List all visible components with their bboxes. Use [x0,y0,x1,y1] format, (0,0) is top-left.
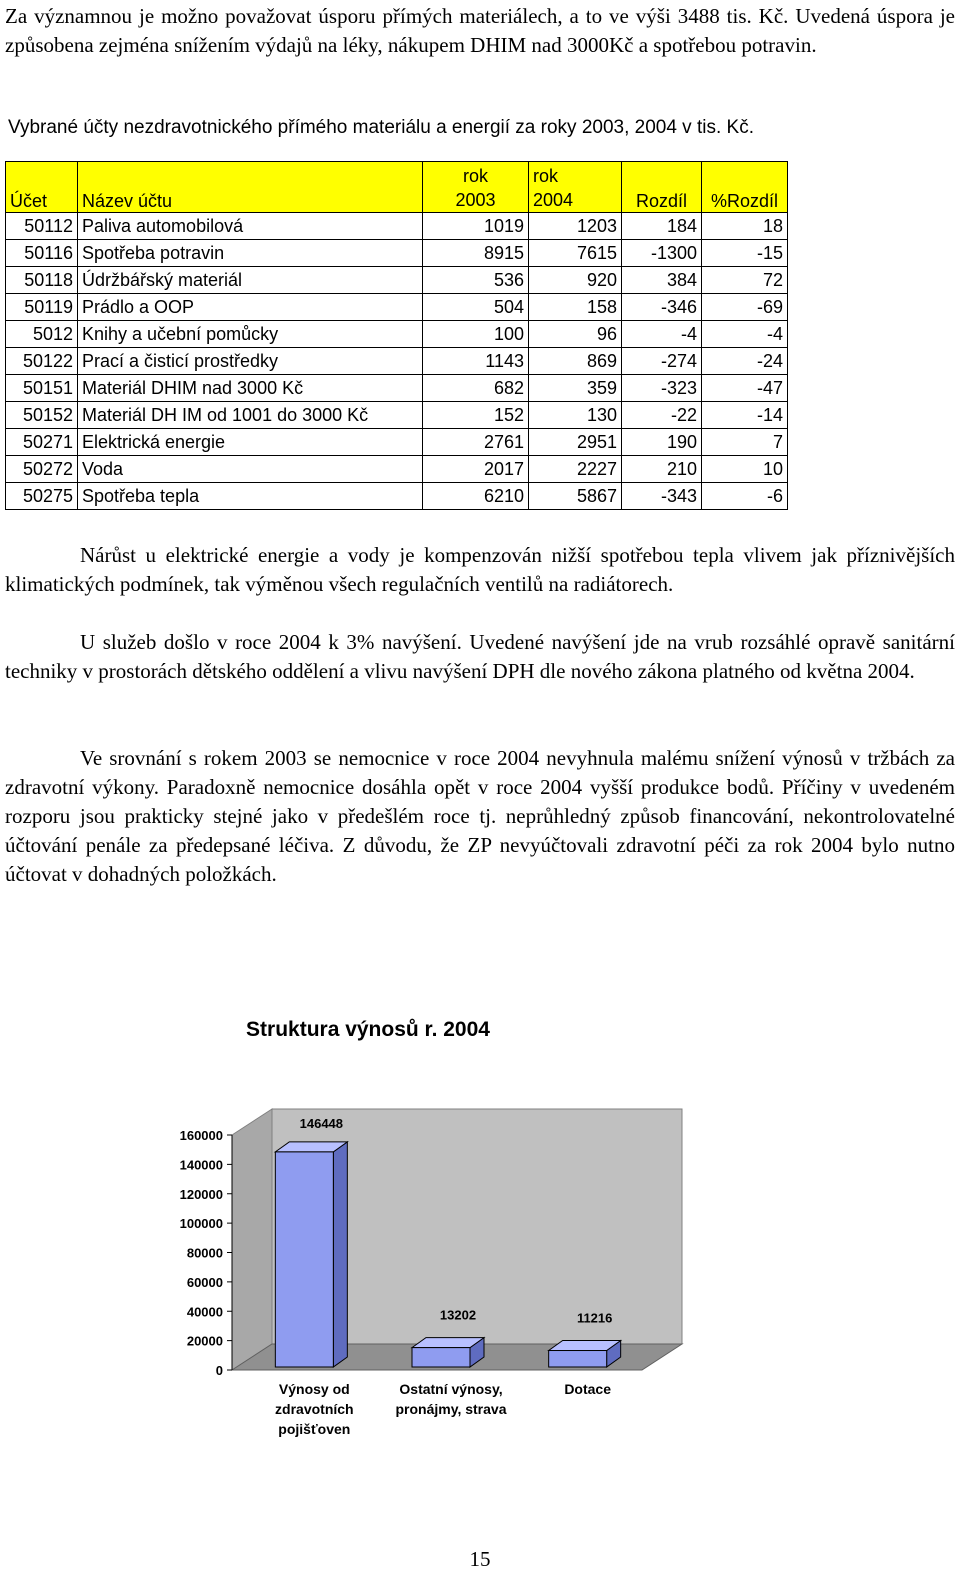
pct-diff-cell: -69 [702,294,788,321]
name-cell: Materiál DHIM nad 3000 Kč [78,375,423,402]
y-tick-label: 60000 [186,1274,223,1290]
header-year-2004: rok 2004 [529,162,622,213]
diff-cell: -22 [622,402,702,429]
diff-cell: 184 [622,213,702,240]
y-tick-label: 0 [215,1363,223,1378]
revenue-paragraph: Ve srovnání s rokem 2003 se nemocnice v roce 2004 nevyhnula malému snížení výnosů v tržbách za zdravotní výkony. Paradoxně nemocnice dosáhla opět v roce 2004 vyšší produkce bodů. Příčiny v uvedeném rozporu jsou prakticky stejné jako v předešlém roce tj. neprůhledný způsob financování, nekontrolovatelné účtování penále za předepsané léčiva. Z důvodu, že ZP nevyúčtovali zdravotní péči za rok 2004 bylo nutno účtovat v dohadných položkách. [5,746,955,886]
header-pct-diff: %Rozdíl [702,162,788,213]
value-2003-cell: 1143 [423,348,529,375]
y-tick-label: 40000 [186,1304,223,1320]
category-label: pronájmy, strava [395,1401,507,1417]
name-cell: Materiál DH IM od 1001 do 3000 Kč [78,402,423,429]
value-2003-cell: 682 [423,375,529,402]
name-cell: Prádlo a OOP [78,294,423,321]
value-2003-cell: 152 [423,402,529,429]
account-cell: 50122 [6,348,78,375]
diff-cell: -323 [622,375,702,402]
category-label: zdravotních [275,1401,354,1417]
diff-cell: -346 [622,294,702,321]
energy-paragraph: Nárůst u elektrické energie a vody je kompenzován nižší spotřebou tepla vlivem jak příznivějších klimatických podmínek, tak výměnou všech regulačních ventilů na radiátorech. [5,543,955,596]
value-2003-cell: 100 [423,321,529,348]
category-label: Dotace [564,1381,612,1397]
pct-diff-cell: -24 [702,348,788,375]
value-2004-cell: 2227 [529,456,622,483]
account-cell: 50118 [6,267,78,294]
name-cell: Knihy a učební pomůcky [78,321,423,348]
table-row [6,321,788,348]
header-account: Účet [6,162,78,213]
value-2003-cell: 1019 [423,213,529,240]
intro-paragraph: Za významnou je možno považovat úsporu přímých materiálech, a to ve výši 3488 tis. Kč. Uvedená úspora je způsobena zejména snížením výdajů na léky, nákupem DHIM nad 3000Kč a spotřebou potravin. [5,4,955,57]
name-cell: Paliva automobilová [78,213,423,240]
category-label: Ostatní výnosy, [399,1381,503,1397]
table-row [6,294,788,321]
diff-cell: 190 [622,429,702,456]
services-paragraph: U služeb došlo v roce 2004 k 3% navýšení. Uvedené navýšení jde na vrub rozsáhlé opravě sanitární techniky v prostorách dětského oddělení a vlivu navýšení DPH dle nového zákona platného od května 2004. [5,630,955,683]
name-cell: Prací a čisticí prostředky [78,348,423,375]
value-2003-cell: 6210 [423,483,529,510]
y-tick-label: 20000 [186,1333,223,1349]
table-row [6,429,788,456]
account-cell: 50271 [6,429,78,456]
table-row [6,240,788,267]
value-2004-cell: 920 [529,267,622,294]
pct-diff-cell: -15 [702,240,788,267]
chart-side-wall [232,1109,272,1370]
y-tick-label: 120000 [179,1186,223,1202]
name-cell: Spotřeba tepla [78,483,423,510]
table-row [6,375,788,402]
chart-title: Struktura výnosů r. 2004 [246,1018,490,1041]
table-row [6,348,788,375]
value-2003-cell: 2017 [423,456,529,483]
pct-diff-cell: -4 [702,321,788,348]
value-2004-cell: 359 [529,375,622,402]
value-2003-cell: 536 [423,267,529,294]
table-caption: Vybrané účty nezdravotnického přímého materiálu a energií za roky 2003, 2004 v tis. Kč. [8,117,754,138]
diff-cell: -343 [622,483,702,510]
header-year-2003: rok 2003 [423,162,529,213]
revenue-chart [0,1000,960,1460]
accounts-table [5,161,788,510]
diff-cell: -1300 [622,240,702,267]
bar-value-label: 11216 [576,1310,613,1326]
pct-diff-cell: 10 [702,456,788,483]
pct-diff-cell: -14 [702,402,788,429]
account-cell: 50151 [6,375,78,402]
name-cell: Údržbářský materiál [78,267,423,294]
y-tick-label: 160000 [179,1128,223,1143]
header-name: Název účtu [78,162,423,213]
account-cell: 5012 [6,321,78,348]
value-2004-cell: 158 [529,294,622,321]
account-cell: 50152 [6,402,78,429]
bar-value-label: 146448 [299,1115,344,1131]
value-2004-cell: 96 [529,321,622,348]
diff-cell: -274 [622,348,702,375]
account-cell: 50272 [6,456,78,483]
table-row [6,267,788,294]
table-row [6,402,788,429]
category-label: pojišťoven [278,1421,351,1437]
name-cell: Voda [78,456,423,483]
value-2004-cell: 5867 [529,483,622,510]
value-2003-cell: 504 [423,294,529,321]
diff-cell: 210 [622,456,702,483]
header-diff: Rozdíl [622,162,702,213]
pct-diff-cell: -6 [702,483,788,510]
bar [549,1351,607,1367]
table-row [6,483,788,510]
value-2004-cell: 7615 [529,240,622,267]
name-cell: Elektrická energie [78,429,423,456]
pct-diff-cell: -47 [702,375,788,402]
y-tick-label: 140000 [179,1157,223,1173]
account-cell: 50116 [6,240,78,267]
account-cell: 50112 [6,213,78,240]
category-label: Výnosy od [278,1381,350,1397]
value-2003-cell: 8915 [423,240,529,267]
value-2004-cell: 869 [529,348,622,375]
bar [412,1348,470,1367]
table-row [6,456,788,483]
pct-diff-cell: 7 [702,429,788,456]
name-cell: Spotřeba potravin [78,240,423,267]
value-2004-cell: 130 [529,402,622,429]
pct-diff-cell: 18 [702,213,788,240]
revenue-chart-svg [0,1000,960,1460]
table-row [6,213,788,240]
y-tick-label: 100000 [179,1216,223,1232]
bar [275,1152,333,1367]
value-2004-cell: 1203 [529,213,622,240]
value-2004-cell: 2951 [529,429,622,456]
diff-cell: -4 [622,321,702,348]
table-header-row [6,162,788,213]
account-cell: 50275 [6,483,78,510]
bar-value-label: 13202 [439,1307,477,1323]
pct-diff-cell: 72 [702,267,788,294]
bar-side [333,1142,347,1367]
diff-cell: 384 [622,267,702,294]
account-cell: 50119 [6,294,78,321]
y-tick-label: 80000 [186,1245,223,1261]
page-number: 15 [469,1547,491,1571]
value-2003-cell: 2761 [423,429,529,456]
